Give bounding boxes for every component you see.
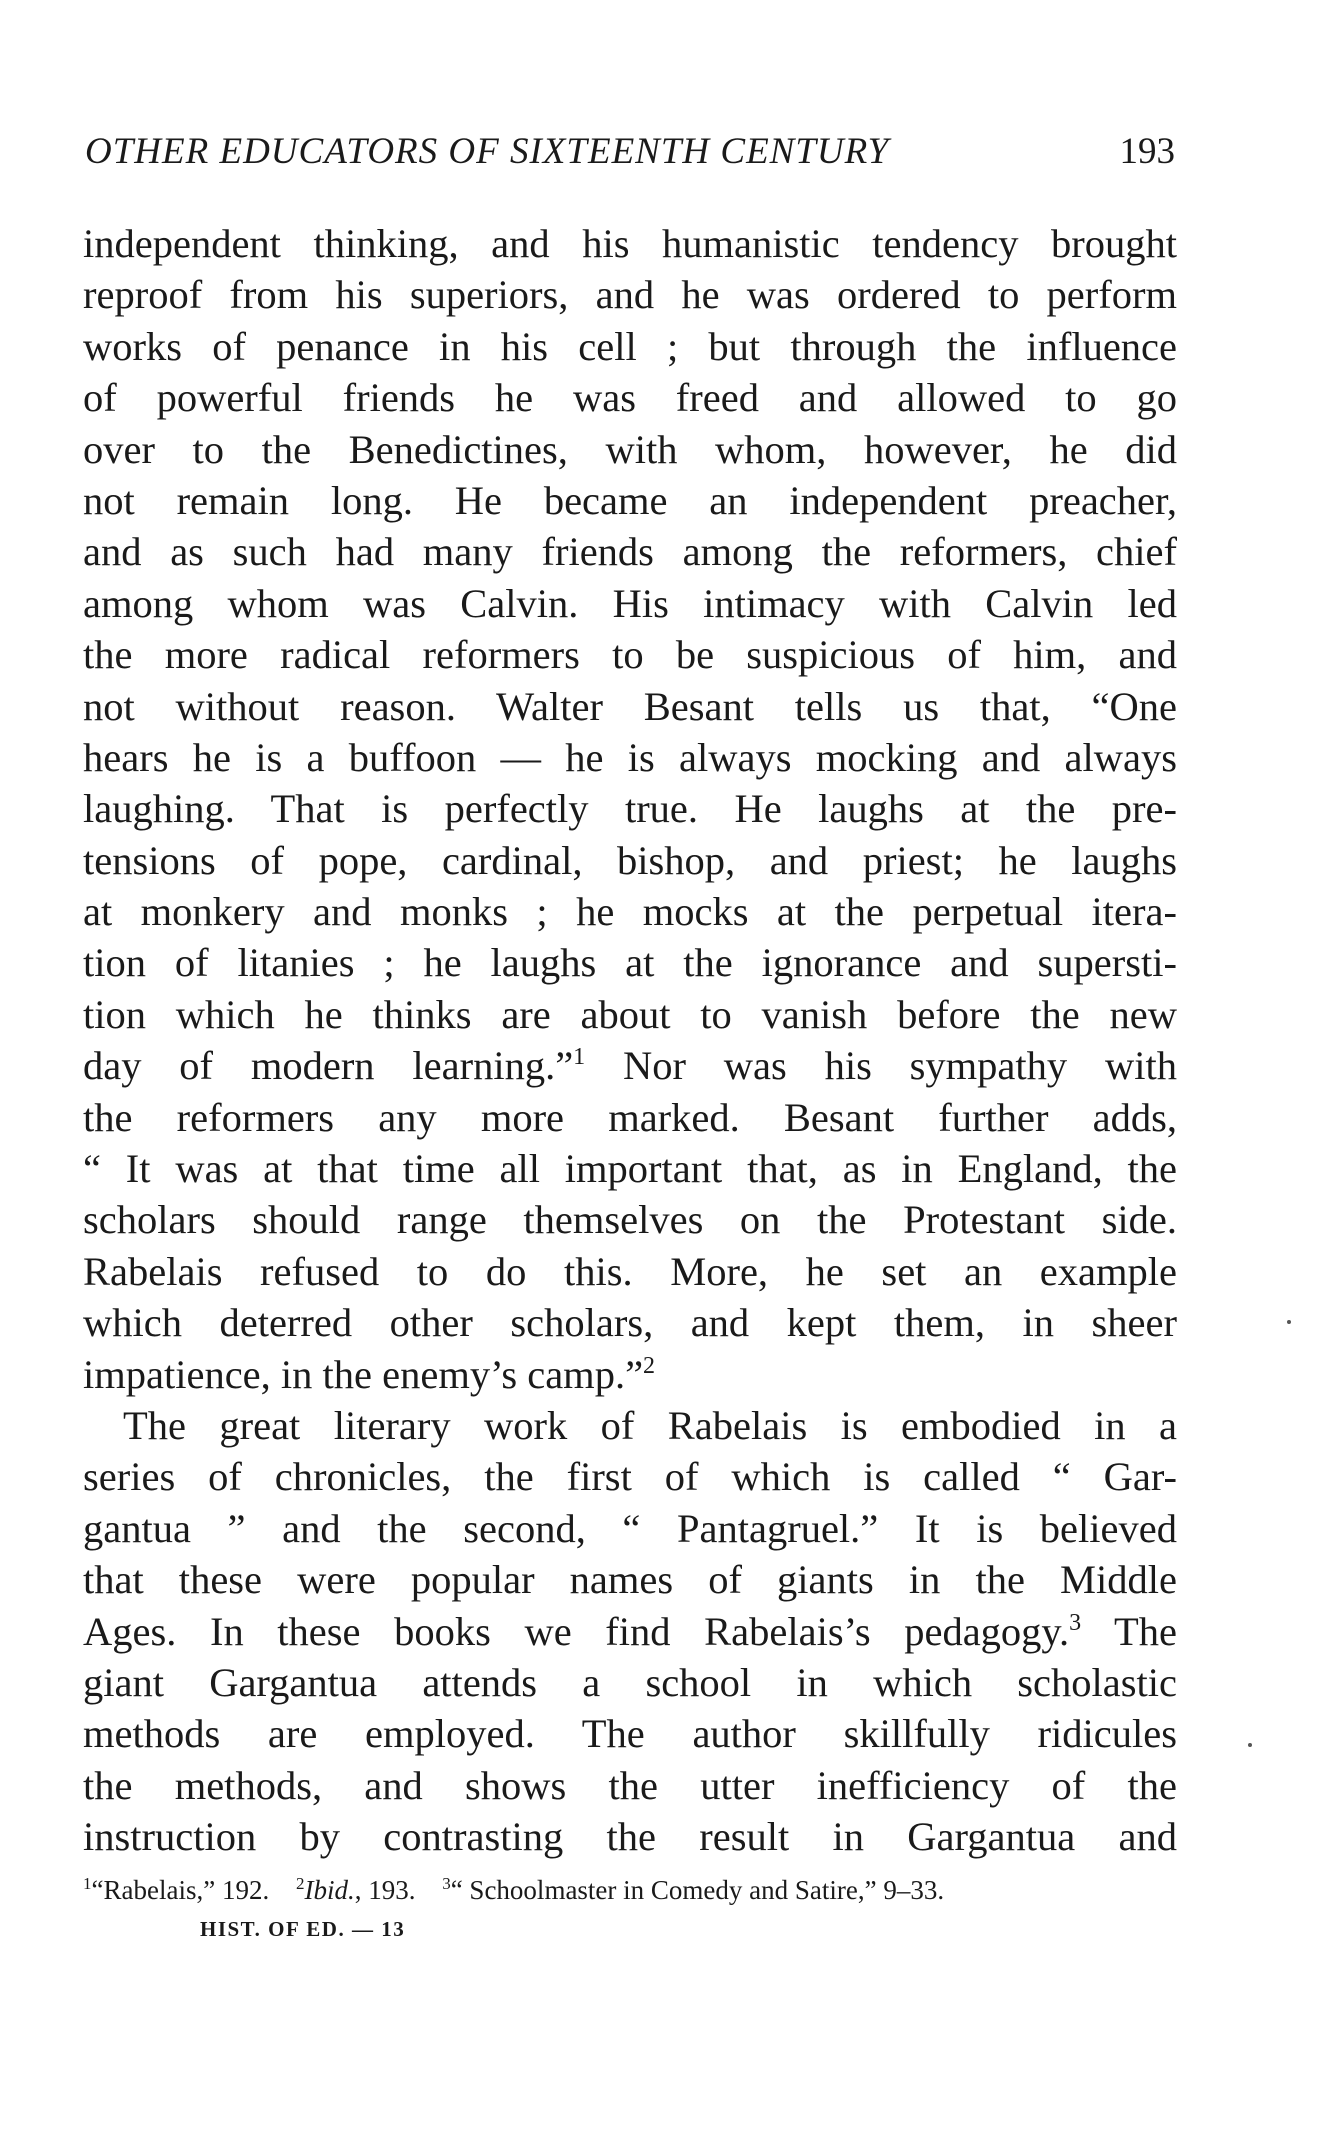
scan-speck bbox=[1248, 1743, 1252, 1747]
page-number: 193 bbox=[1119, 131, 1175, 172]
text-line: the reformers any more marked. Besant further adds, bbox=[83, 1094, 1177, 1140]
text-line: day of modern learning.”$^1$ Nor was his sympathy with bbox=[83, 1043, 1177, 1089]
text-line: impatience, in the enemy’s camp.”$^2$ bbox=[83, 1351, 656, 1397]
text-line: methods are employed. The author skillfully ridicules bbox=[83, 1711, 1177, 1757]
text-line: at monkery and monks ; he mocks at the perpetual itera- bbox=[83, 889, 1177, 935]
text-line: the more radical reformers to be suspicious of him, and bbox=[83, 632, 1177, 678]
text-line: reproof from his superiors, and he was ordered to perform bbox=[83, 272, 1177, 318]
text-line: gantua ” and the second, “ Pantagruel.” It is believed bbox=[83, 1505, 1177, 1551]
footnote-marker: 3 bbox=[1069, 1609, 1082, 1636]
signature-mark: HIST. OF ED. — 13 bbox=[200, 1917, 406, 1941]
text-line: tion which he thinks are about to vanish before the new bbox=[83, 991, 1177, 1037]
text-line: instruction by contrasting the result in Gargantua and bbox=[83, 1814, 1177, 1860]
text-line: over to the Benedictines, with whom, however, he did bbox=[83, 426, 1177, 472]
text-line: that these were popular names of giants in the Middle bbox=[83, 1557, 1177, 1603]
text-line: Ages. In these books we find Rabelais’s pedagogy.$^3$ The bbox=[83, 1608, 1178, 1654]
text-line: tion of litanies ; he laughs at the ignorance and supersti- bbox=[83, 940, 1177, 986]
footnote-marker: 1 bbox=[573, 1044, 586, 1071]
text-line: “ It was at that time all important that, as in England, the bbox=[83, 1146, 1177, 1192]
text-line: and as such had many friends among the reformers, chief bbox=[83, 529, 1177, 575]
text-line: among whom was Calvin. His intimacy with Calvin led bbox=[83, 580, 1177, 626]
text-line: series of chronicles, the first of which is called “ Gar- bbox=[83, 1454, 1177, 1500]
text-line: scholars should range themselves on the Protestant side. bbox=[83, 1197, 1177, 1243]
text-line: not remain long. He became an independent preacher, bbox=[83, 477, 1177, 523]
running-title: OTHER EDUCATORS OF SIXTEENTH CENTURY bbox=[85, 131, 890, 172]
footnote-marker: 2 bbox=[643, 1352, 656, 1379]
text-line: Rabelais refused to do this. More, he set an example bbox=[83, 1248, 1177, 1294]
text-line: works of penance in his cell ; but through the influence bbox=[83, 323, 1177, 369]
text-line: laughing. That is perfectly true. He laughs at the pre- bbox=[83, 786, 1177, 832]
text-line: which deterred other scholars, and kept them, in sheer bbox=[83, 1300, 1177, 1346]
scan-speck bbox=[1287, 1320, 1291, 1324]
text-line: tensions of pope, cardinal, bishop, and priest; he laughs bbox=[83, 837, 1177, 883]
running-header bbox=[85, 130, 1175, 173]
text-line: The great literary work of Rabelais is embodied in a bbox=[123, 1402, 1177, 1448]
text-line: of powerful friends he was freed and allowed to go bbox=[83, 375, 1177, 421]
text-line: independent thinking, and his humanistic tendency brought bbox=[83, 221, 1177, 266]
body-text bbox=[83, 218, 1177, 1863]
text-line: the methods, and shows the utter inefficiency of the bbox=[83, 1762, 1177, 1808]
text-line: giant Gargantua attends a school in which scholastic bbox=[83, 1659, 1177, 1705]
footnote-2: $^2$Ibid., 193. bbox=[295, 1874, 416, 1905]
footnote-3: $^3$“ Schoolmaster in Comedy and Satire,” 9–33. bbox=[442, 1874, 945, 1905]
footnotes bbox=[83, 1873, 1177, 1907]
text-line: not without reason. Walter Besant tells us that, “One bbox=[83, 683, 1177, 729]
footnote-1: $^1$“Rabelais,” 192. bbox=[83, 1874, 270, 1905]
text-line: hears he is a buffoon — he is always mocking and always bbox=[83, 734, 1177, 780]
